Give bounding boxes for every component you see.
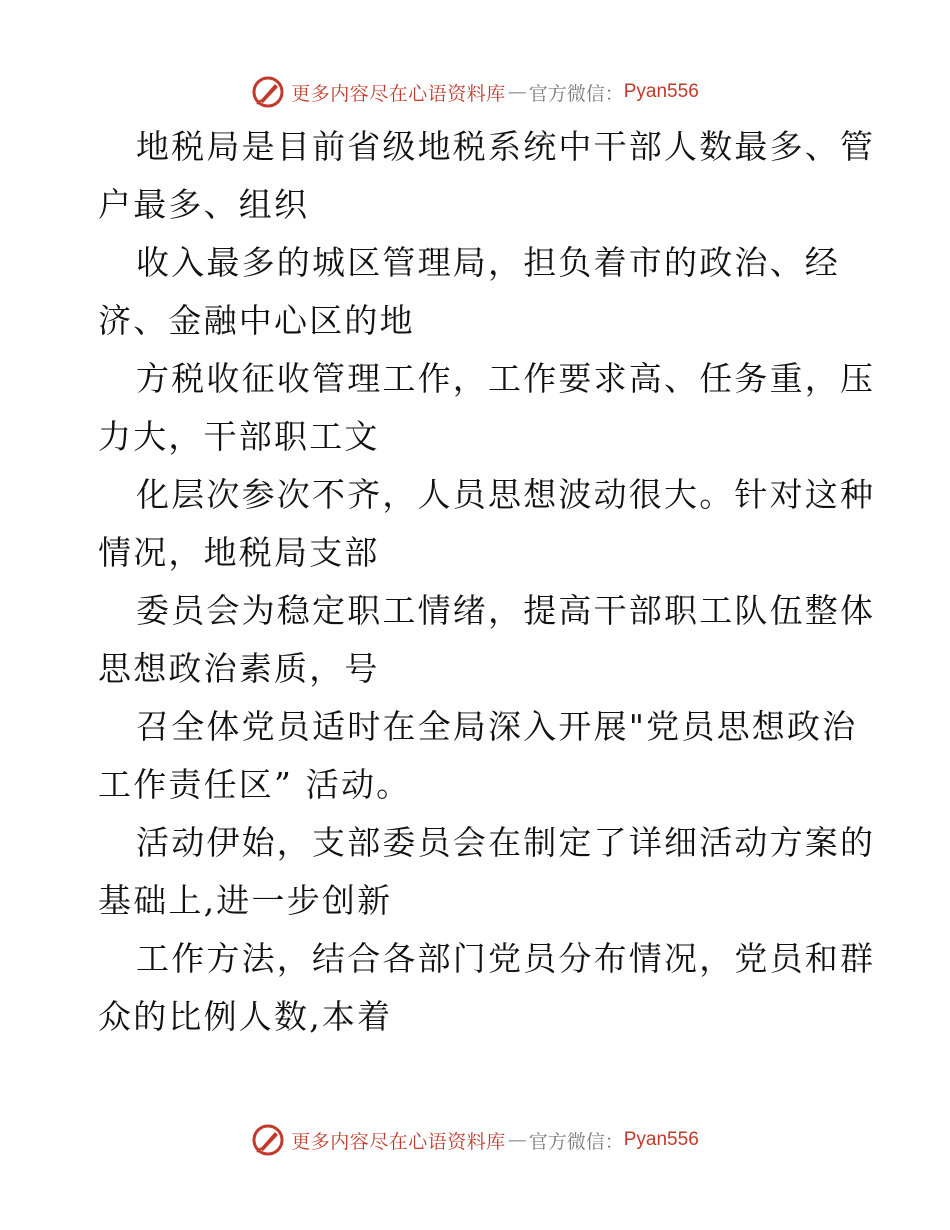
quill-pen-logo-icon [251, 1123, 285, 1157]
paragraph-1-line-2: 户最多、组织 [98, 185, 310, 224]
footer-banner [0, 1120, 950, 1160]
paragraph-1-line-1: 地税局是目前省级地税系统中干部人数最多、管 [136, 127, 876, 166]
paragraph-8-line-2: 众的比例人数,本着 [98, 997, 393, 1036]
banner-site-name: 更多内容尽在心语资料库 [291, 1130, 506, 1153]
paragraph-3-line-1: 方税收征收管理工作，工作要求高、任务重，压 [136, 359, 876, 398]
banner-wechat-label: 官方微信： [528, 82, 624, 105]
paragraph-6-line-2: 工作责任区” 活动。 [98, 765, 412, 804]
paragraph-6-line-1: 召全体党员适时在全局深入开展"党员思想政治 [136, 707, 858, 746]
banner-wechat-label: 官方微信： [528, 1130, 624, 1153]
banner-wechat-id: Pyan556 [623, 1129, 699, 1150]
paragraph-5-line-2: 思想政治素质，号 [98, 649, 380, 688]
banner-separator: — [507, 1129, 527, 1151]
document-body [98, 118, 876, 1046]
paragraph-2-line-2: 济、金融中心区的地 [98, 301, 415, 340]
paragraph-4-line-1: 化层次参次不齐，人员思想波动很大。针对这种 [136, 475, 876, 514]
banner-separator: — [507, 81, 527, 103]
header-banner [0, 72, 950, 112]
quill-pen-logo-icon [251, 75, 285, 109]
paragraph-8-line-1: 工作方法，结合各部门党员分布情况，党员和群 [136, 939, 876, 978]
paragraph-7-line-2: 基础上,进一步创新 [98, 881, 393, 920]
paragraph-7-line-1: 活动伊始，支部委员会在制定了详细活动方案的 [136, 823, 876, 862]
paragraph-5-line-1: 委员会为稳定职工情绪，提高干部职工队伍整体 [136, 591, 876, 630]
paragraph-4-line-2: 情况，地税局支部 [98, 533, 380, 572]
paragraph-2-line-1: 收入最多的城区管理局，担负着市的政治、经 [136, 243, 840, 282]
paragraph-3-line-2: 力大，干部职工文 [98, 417, 380, 456]
banner-site-name: 更多内容尽在心语资料库 [291, 82, 506, 105]
banner-wechat-id: Pyan556 [623, 81, 699, 102]
